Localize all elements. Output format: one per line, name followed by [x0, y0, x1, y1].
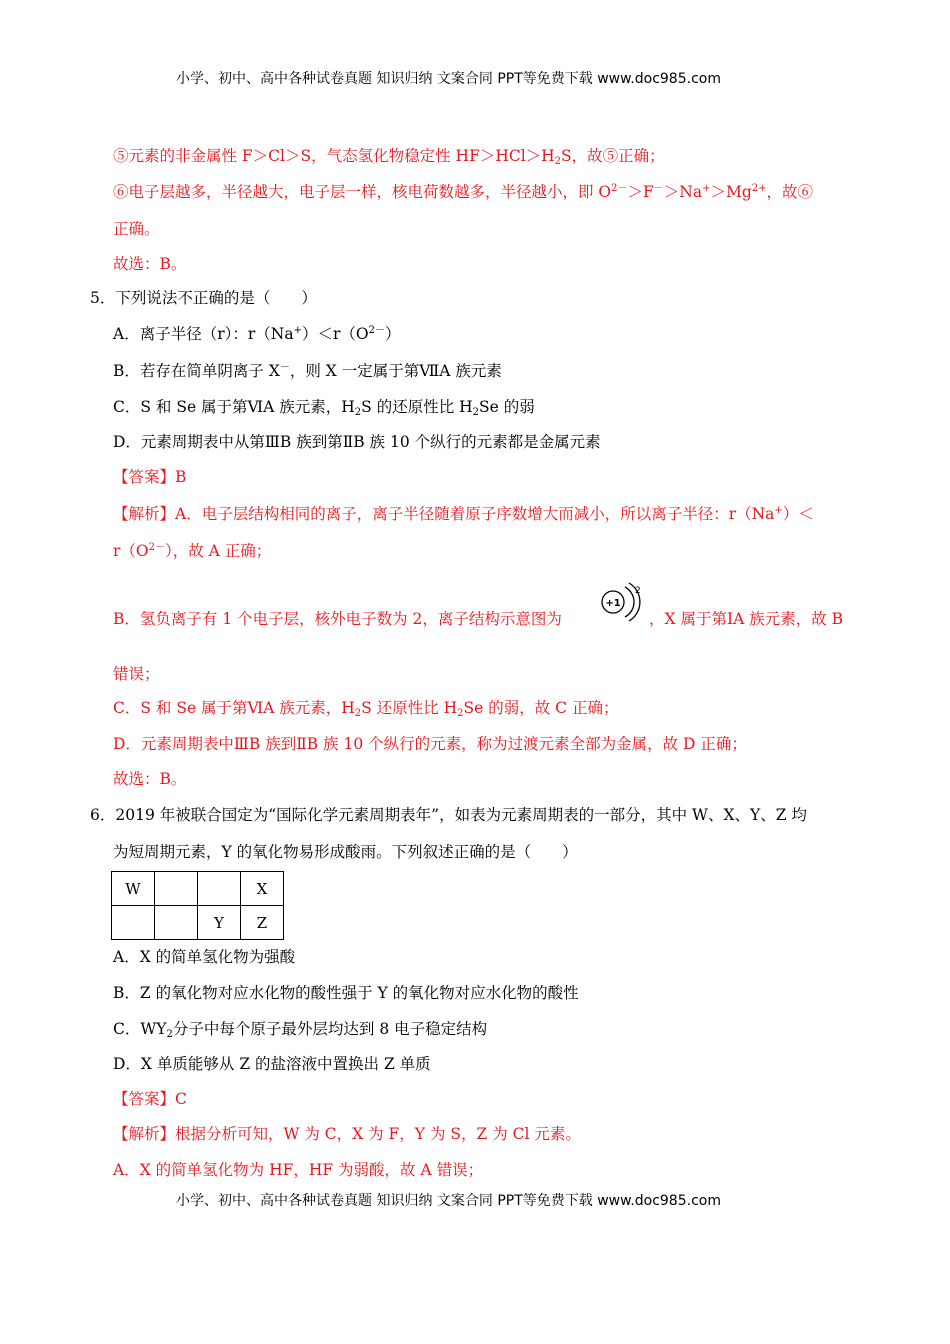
- prev-point-6: ⑥电子层越多，半径越大，电子层一样，核电荷数越多，半径越小，即 $O^{2-}>F^->Na^+>Mg^{2+}$，故⑥: [113, 183, 814, 201]
- table-cell: W: [112, 872, 155, 906]
- q6-option-c: C．$WY_2$分子中每个原子最外层均达到 8 电子稳定结构: [113, 1020, 488, 1040]
- table-cell: [155, 906, 198, 940]
- table-cell: Z: [241, 906, 284, 940]
- hydride-ion-structure-diagram: [597, 575, 645, 629]
- table-row: [112, 906, 284, 940]
- q5-explanation-b-tail: ，X 属于第ⅠA 族元素，故 B: [649, 610, 844, 628]
- q5-explanation-b-cont: 错误；: [113, 665, 160, 683]
- q6-option-b: B．Z 的氧化物对应水化物的酸性强于 Y 的氧化物对应水化物的酸性: [113, 984, 579, 1002]
- q5-option-d: D．元素周期表中从第ⅢB 族到第ⅡB 族 10 个纵行的元素都是金属元素: [113, 433, 601, 451]
- table-cell: X: [241, 872, 284, 906]
- q6-explanation-2: A．X 的简单氢化物为 HF，HF 为弱酸，故 A 错误；: [113, 1161, 484, 1179]
- q5-option-a: A．离子半径（r）：$r(Na^+)<r(O^{2-})$: [113, 325, 401, 343]
- q5-explanation-c: C．S 和 Se 属于第ⅥA 族元素，$H_2S$ 还原性比 $H_2Se$ 的弱，故 C 正确；: [113, 699, 619, 719]
- q5-explanation-a: 【解析】A．电子层结构相同的离子，离子半径随着原子序数增大而减小，所以离子半径：r（Na+）＜: [113, 505, 814, 523]
- q5-option-b: B．若存在简单阴离子 X－，则 X 一定属于第ⅦA 族元素: [113, 362, 502, 380]
- prev-choice: 故选：B。: [113, 255, 187, 273]
- q6-stem-2: 为短周期元素，Y 的氧化物易形成酸雨。下列叙述正确的是（ ）: [113, 843, 578, 861]
- svg-text:2: 2: [635, 586, 641, 596]
- periodic-table-fragment: [111, 871, 284, 940]
- q6-answer: 【答案】C: [113, 1090, 187, 1108]
- prev-point-6-cont: 正确。: [113, 220, 160, 238]
- q5-explanation-b: B．氢负离子有 1 个电子层，核外电子数为 2，离子结构示意图为: [113, 610, 562, 628]
- table-cell: [112, 906, 155, 940]
- q5-option-c: C．S 和 Se 属于第ⅥA 族元素，$H_2S$ 的还原性比 $H_2Se$ 的弱: [113, 398, 535, 418]
- page-footer: 小学、初中、高中各种试卷真题 知识归纳 文案合同 PPT等免费下载 www.doc985.com: [176, 1193, 721, 1209]
- q6-explanation-1: 【解析】根据分析可知，W 为 C，X 为 F，Y 为 S，Z 为 Cl 元素。: [113, 1125, 581, 1143]
- q5-explanation-d: D．元素周期表中ⅢB 族到ⅡB 族 10 个纵行的元素，称为过渡元素全部为金属，故 D 正确；: [113, 735, 747, 753]
- prev-point-5: ⑤元素的非金属性 F＞Cl＞S，气态氢化物稳定性 $HF>HCl>H_2S$，故⑤正确；: [113, 147, 665, 167]
- q5-choice: 故选：B。: [113, 770, 187, 788]
- q5-stem: 5．下列说法不正确的是（ ）: [90, 289, 317, 307]
- page-header: 小学、初中、高中各种试卷真题 知识归纳 文案合同 PPT等免费下载 www.doc985.com: [176, 71, 721, 87]
- q5-answer: 【答案】B: [113, 468, 187, 486]
- table-cell: [155, 872, 198, 906]
- q6-option-a: A．X 的简单氢化物为强酸: [113, 948, 296, 966]
- q5-explanation-a-cont: $r(O^{2-})$，故 A 正确；: [113, 542, 272, 560]
- q6-option-d: D．X 单质能够从 Z 的盐溶液中置换出 Z 单质: [113, 1055, 431, 1073]
- svg-text:+1: +1: [605, 598, 621, 609]
- q6-stem-1: 6．2019 年被联合国定为“国际化学元素周期表年”，如表为元素周期表的一部分，其中 W、X、Y、Z 均: [90, 806, 807, 824]
- table-cell: Y: [198, 906, 241, 940]
- table-row: [112, 872, 284, 906]
- table-cell: [198, 872, 241, 906]
